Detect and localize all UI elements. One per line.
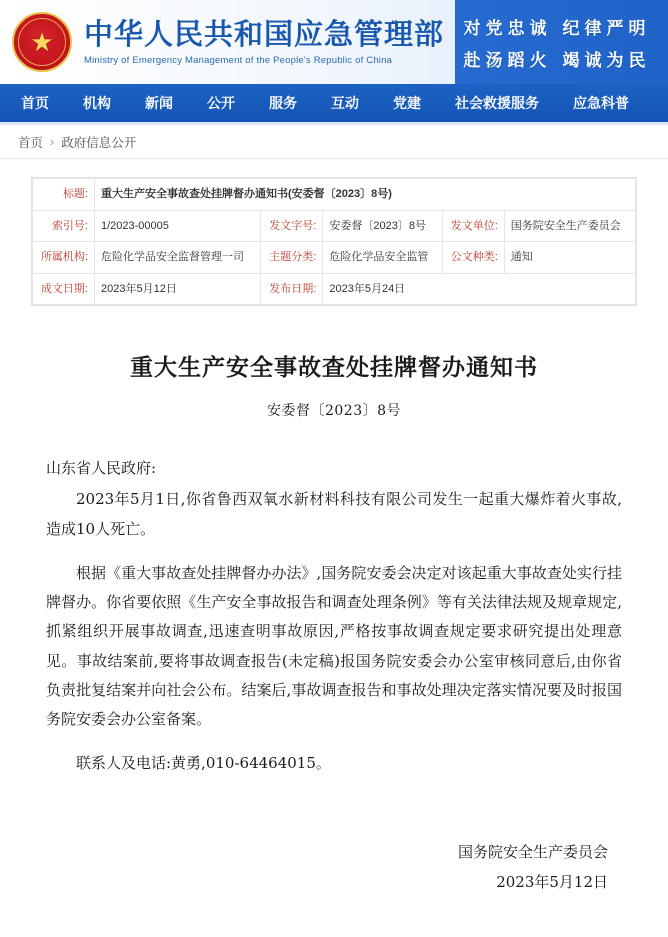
meta-value-subject-category: 危险化学品安全监管 [323,242,442,274]
slogan-line-1: 对党忠诚 纪律严明 [463,18,651,39]
document-paragraph-1: 2023年5月1日,你省鲁西双氧水新材料科技有限公司发生一起重大爆炸着火事故,造成10人死亡。 [46,490,622,538]
nav-item-home[interactable]: 首页 [21,95,49,111]
site-header [0,0,668,84]
table-row [33,210,636,242]
emblem-star: ★ [30,27,54,57]
meta-label-doc-type: 公文种类: [442,242,504,274]
nav-item-organization[interactable]: 机构 [83,95,111,111]
main-navigation[interactable] [0,84,668,122]
slogan-line-2: 赴汤蹈火 竭诚为民 [463,50,651,71]
document-body [0,352,668,937]
meta-value-doc-type: 通知 [504,242,635,274]
meta-value-department: 危险化学品安全监督管理一司 [95,242,261,274]
header-brand [0,0,455,84]
header-slogan [446,0,668,84]
document-meta-table [32,178,636,305]
site-title-en: Ministry of Emergency Management of the People's Republic of China [84,55,393,67]
nav-item-news[interactable]: 新闻 [145,95,173,111]
page-title: 重大生产安全事故查处挂牌督办通知书 [130,354,538,381]
site-title-cn: 中华人民共和国应急管理部 [84,16,445,51]
signature-date: 2023年5月12日 [496,872,608,891]
emblem-ring [18,18,66,66]
meta-label-department: 所属机构: [33,242,95,274]
document-paragraph-2: 根据《重大事故查处挂牌督办办法》,国务院安委会决定对该起重大事故查处实行挂牌督办。你省要依照《生产安全事故报告和调查处理条例》等有关法律法规及规章规定,抓紧组织开展事故调查,迅速查明事故原因,严格按事故调查规定要求研究提出处理意见。事故结案前,要将事故调查报告(未定稿)报国务院安委会办公室审核同意后,由你省负责批复结案并向社会公布。结案后,事故调查报告和事故处理决定落实情况要及时报国务院安委会办公室备案。 [46,563,622,729]
meta-label-index-number: 索引号: [33,210,95,242]
meta-value-doc-number: 安委督〔2023〕8号 [323,210,442,242]
breadcrumb-item-home[interactable]: 首页 [18,135,44,150]
document-paragraph-3: 联系人及电话:黄勇,010-64464015。 [76,754,331,773]
meta-value-title: 重大生产安全事故查处挂牌督办通知书(安委督〔2023〕8号) [95,179,636,211]
meta-value-issuing-unit: 国务院安全生产委员会 [504,210,635,242]
meta-label-published-date: 发布日期: [261,273,323,305]
signature-organization: 国务院安全生产委员会 [457,842,608,861]
nav-item-social-rescue[interactable]: 社会救援服务 [455,95,539,111]
nav-item-disclosure[interactable]: 公开 [207,95,235,111]
meta-value-index-number: 1/2023-00005 [95,210,261,242]
header-title-block [84,18,444,66]
breadcrumb [0,125,668,159]
meta-label-subject-category: 主题分类: [261,242,323,274]
national-emblem-icon [12,12,72,72]
table-row [33,273,636,305]
nav-item-interaction[interactable]: 互动 [331,95,359,111]
meta-value-published-date: 2023年5月24日 [323,273,636,305]
document-meta-panel [31,177,637,306]
document-salutation: 山东省人民政府: [46,459,157,478]
meta-value-written-date: 2023年5月12日 [95,273,261,305]
document-signature [46,837,622,897]
nav-item-party-building[interactable]: 党建 [393,95,421,111]
meta-label-doc-number: 发文字号: [261,210,323,242]
breadcrumb-item-gov-info-disclosure[interactable]: 政府信息公开 [61,135,137,150]
meta-label-title: 标题: [33,179,95,211]
nav-item-services[interactable]: 服务 [269,95,297,111]
table-row [33,242,636,274]
meta-label-issuing-unit: 发文单位: [442,210,504,242]
breadcrumb-separator-icon: › [50,134,55,149]
nav-item-emergency-science[interactable]: 应急科普 [573,95,629,111]
meta-label-written-date: 成文日期: [33,273,95,305]
document-number: 安委督〔2023〕8号 [266,403,402,420]
table-row [33,179,636,211]
